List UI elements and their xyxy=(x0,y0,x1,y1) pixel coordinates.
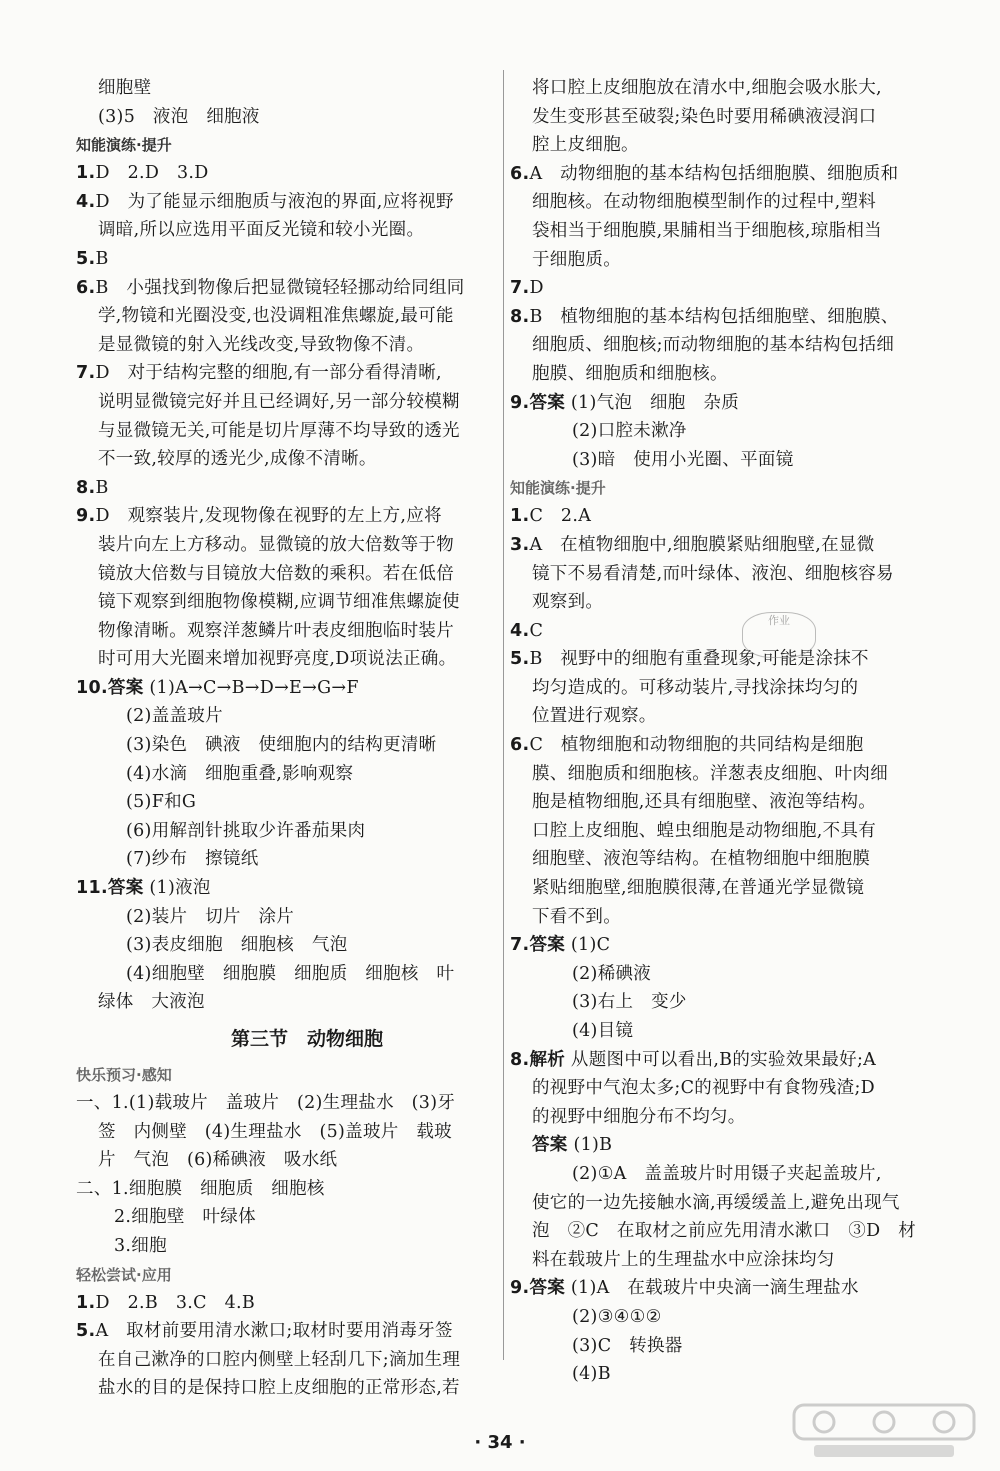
answer-line xyxy=(510,417,932,446)
column-divider xyxy=(503,70,504,1360)
question-number: 5. xyxy=(76,248,96,269)
answer-text: (4)B xyxy=(572,1364,611,1385)
question-number: 9. xyxy=(76,506,96,527)
answer-text: 片 气泡 (6)稀碘液 吸水纸 xyxy=(98,1150,338,1171)
answer-line xyxy=(76,931,498,960)
answer-text: C 植物细胞和动物细胞的共同结构是细胞 xyxy=(529,735,864,756)
answer-line xyxy=(510,960,932,989)
answer-text: D 2.B 3.C 4.B xyxy=(95,1292,256,1313)
answer-text: 膜、细胞质和细胞核。洋葱表皮细胞、叶肉细 xyxy=(532,763,888,784)
answer-text: (3)C 转换器 xyxy=(572,1335,683,1356)
answer-line xyxy=(510,1303,932,1332)
answer-line xyxy=(510,1217,932,1246)
question-number: 10. xyxy=(76,677,108,698)
question-number: 5. xyxy=(76,1321,96,1342)
section-heading: 知能演练·提升 xyxy=(76,136,172,155)
question-number: 7. xyxy=(76,363,96,384)
answer-text: D 为了能显示细胞质与液泡的界面,应将视野 xyxy=(95,191,454,212)
answer-line xyxy=(510,502,932,531)
answer-text: (2)①A 盖盖玻片时用镊子夹起盖玻片, xyxy=(572,1163,882,1184)
question-number: 6. xyxy=(510,163,530,184)
answer-line xyxy=(76,702,498,731)
answer-text: (2)稀碘液 xyxy=(572,963,652,984)
answer-line xyxy=(510,588,932,617)
answer-text: C 2.A xyxy=(529,506,592,527)
answer-line xyxy=(76,388,498,417)
answer-text: B 植物细胞的基本结构包括细胞壁、细胞膜、 xyxy=(529,306,899,327)
answer-text: 不一致,较厚的透光少,成像不清晰。 xyxy=(98,449,377,470)
answer-line xyxy=(510,674,932,703)
answer-line xyxy=(510,931,932,960)
answer-text: (3)表皮细胞 细胞核 气泡 xyxy=(126,935,348,956)
question-number: 8. xyxy=(76,477,96,498)
section-heading: 快乐预习·感知 xyxy=(76,1066,172,1084)
answer-text: (2)③④①② xyxy=(572,1306,662,1327)
answer-text: 的视野中细胞分布不均匀。 xyxy=(532,1106,746,1127)
question-number: 4. xyxy=(510,620,530,641)
question-number: 5. xyxy=(510,649,530,670)
answer-line xyxy=(510,1189,932,1218)
answer-line xyxy=(76,1146,498,1175)
answer-line xyxy=(510,702,932,731)
answer-text: 下看不到。 xyxy=(532,906,621,927)
answer-text: (1)B xyxy=(573,1135,613,1156)
answer-line xyxy=(76,417,498,446)
answer-text: 将口腔上皮细胞放在清水中,细胞会吸水胀大, xyxy=(532,78,882,98)
answer-text: 口腔上皮细胞、蝗虫细胞是动物细胞,不具有 xyxy=(532,820,877,841)
page-number: · 34 · xyxy=(474,1432,526,1453)
answer-line xyxy=(76,531,498,560)
question-number: 9. xyxy=(510,392,530,413)
answer-text: 二、1.细胞膜 细胞质 细胞核 xyxy=(76,1178,325,1199)
answer-line xyxy=(76,474,498,503)
answer-line xyxy=(76,359,498,388)
answer-line xyxy=(76,645,498,674)
answer-text: (5)F和G xyxy=(126,792,197,813)
answer-line xyxy=(510,760,932,789)
chapter-title: 第三节 动物细胞 xyxy=(230,1028,383,1050)
answer-text: (3)暗 使用小光圈、平面镜 xyxy=(572,449,794,470)
answer-text: 于细胞质。 xyxy=(532,249,621,270)
answer-line xyxy=(76,1118,498,1147)
answer-line xyxy=(76,560,498,589)
answer-line xyxy=(510,731,932,760)
answer-line xyxy=(76,845,498,874)
answer-line xyxy=(76,103,498,132)
answer-text: 使它的一边先接触水滴,再缓缓盖上,避免出现气 xyxy=(532,1192,900,1213)
answer-label: 答案 xyxy=(107,677,144,698)
answer-text: (6)用解剖针挑取少许番茄果肉 xyxy=(126,820,366,841)
answer-line xyxy=(510,617,932,646)
answer-line xyxy=(510,560,932,589)
answer-line xyxy=(76,274,498,303)
answer-line xyxy=(76,817,498,846)
answer-text: B xyxy=(95,477,109,498)
left-column xyxy=(76,74,498,1403)
answer-line xyxy=(76,159,498,188)
answer-line xyxy=(510,1274,932,1303)
answer-line xyxy=(510,874,932,903)
answer-label: 答案 xyxy=(529,935,566,956)
answer-text: 细胞壁 xyxy=(98,78,152,98)
answer-line xyxy=(76,903,498,932)
answer-label: 解析 xyxy=(529,1049,566,1070)
answer-text: (2)盖盖玻片 xyxy=(126,706,223,727)
answer-label: 答案 xyxy=(107,878,144,899)
question-number: 9. xyxy=(510,1278,530,1299)
answer-line xyxy=(510,645,932,674)
answer-text: 泡 ②C 在取材之前应先用清水漱口 ③D 材 xyxy=(532,1221,917,1242)
answer-line xyxy=(510,1103,932,1132)
answer-text: 说明显微镜完好并且已经调好,另一部分较模糊 xyxy=(98,391,460,412)
question-number: 1. xyxy=(76,163,96,184)
answer-line xyxy=(76,1089,498,1118)
question-number: 1. xyxy=(510,506,530,527)
answer-text: (1)液泡 xyxy=(149,878,211,899)
answer-text: C xyxy=(529,620,544,641)
answer-line xyxy=(510,1046,932,1075)
answer-label: 答案 xyxy=(529,392,566,413)
answer-text: A 取材前要用清水漱口;取材时要用消毒牙签 xyxy=(95,1321,453,1342)
answer-line xyxy=(76,788,498,817)
answer-text: 细胞壁、液泡等结构。在植物细胞中细胞膜 xyxy=(532,849,871,870)
answer-text: 袋相当于细胞膜,果脯相当于细胞核,琼脂相当 xyxy=(532,220,882,241)
answer-line xyxy=(510,1160,932,1189)
answer-text: (3)染色 碘液 使细胞内的结构更清晰 xyxy=(126,735,437,756)
answer-text: 装片向左上方移动。显微镜的放大倍数等于物 xyxy=(98,534,454,555)
answer-line xyxy=(76,988,498,1017)
answer-text: A 动物细胞的基本结构包括细胞膜、细胞质和 xyxy=(529,163,899,184)
answer-line xyxy=(76,1203,498,1232)
answer-text: 的视野中气泡太多;C的视野中有食物残渣;D xyxy=(532,1078,876,1099)
answer-text: 3.细胞 xyxy=(114,1235,167,1256)
answer-text: 镜下不易看清楚,而叶绿体、液泡、细胞核容易 xyxy=(532,563,894,584)
homework-stamp xyxy=(742,612,816,658)
question-number: 1. xyxy=(76,1292,96,1313)
answer-text: B 小强找到物像后把显微镜轻轻挪动给同组同 xyxy=(95,277,465,298)
answer-text: (3)右上 变少 xyxy=(572,992,687,1013)
question-number: 3. xyxy=(510,534,530,555)
answer-line xyxy=(510,360,932,389)
answer-text: 绿体 大液泡 xyxy=(98,992,205,1013)
answer-line xyxy=(510,1360,932,1389)
answer-line xyxy=(510,1246,932,1275)
answer-line xyxy=(510,531,932,560)
stamp-text: 作业 xyxy=(768,614,790,627)
answer-line xyxy=(510,988,932,1017)
answer-text: (1)A 在载玻片中央滴一滴生理盐水 xyxy=(570,1278,859,1299)
answer-text: 细胞核。在动物细胞模型制作的过程中,塑料 xyxy=(532,192,877,213)
answer-text: 料在载玻片上的生理盐水中应涂抹均匀 xyxy=(532,1249,835,1270)
answer-line xyxy=(76,731,498,760)
watermark-logo xyxy=(784,1401,984,1461)
answer-line xyxy=(510,1074,932,1103)
answer-text: B xyxy=(95,248,109,269)
answer-text: 物像清晰。观察洋葱鳞片叶表皮细胞临时装片 xyxy=(98,620,454,641)
answer-line xyxy=(510,131,932,160)
answer-line xyxy=(76,331,498,360)
answer-line xyxy=(510,903,932,932)
answer-line xyxy=(510,389,932,418)
answer-text: 胞是植物细胞,还具有细胞壁、液泡等结构。 xyxy=(532,792,877,813)
answer-line xyxy=(76,1374,498,1403)
answer-line xyxy=(510,303,932,332)
answer-line xyxy=(510,788,932,817)
question-number: 6. xyxy=(510,735,530,756)
answer-text: (1)A→C→B→D→E→G→F xyxy=(149,677,359,698)
answer-text: 镜放大倍数与目镜放大倍数的乘积。若在低倍 xyxy=(98,563,454,584)
answer-line xyxy=(510,845,932,874)
answer-line xyxy=(510,446,932,475)
answer-text: D 观察装片,发现物像在视野的左上方,应将 xyxy=(95,506,442,527)
answer-text: 2.细胞壁 叶绿体 xyxy=(114,1207,256,1228)
answer-line xyxy=(76,188,498,217)
answer-line xyxy=(510,274,932,303)
answer-text: (3)5 液泡 细胞液 xyxy=(98,106,260,127)
answer-line xyxy=(510,817,932,846)
answer-line xyxy=(76,760,498,789)
answer-text: 镜下观察到细胞物像模糊,应调节细准焦螺旋使 xyxy=(98,592,460,613)
answer-text: A 在植物细胞中,细胞膜紧贴细胞壁,在显微 xyxy=(529,534,875,555)
answer-text: D xyxy=(529,278,544,299)
answer-text: 发生变形甚至破裂;染色时要用稀碘液浸润口 xyxy=(532,106,877,127)
answer-text: 盐水的目的是保持口腔上皮细胞的正常形态,若 xyxy=(98,1378,460,1399)
question-number: 7. xyxy=(510,935,530,956)
answer-text: 观察到。 xyxy=(532,592,604,613)
answer-line xyxy=(76,1317,498,1346)
answer-text: D 2.D 3.D xyxy=(95,163,209,184)
answer-line xyxy=(510,74,932,103)
answer-text: 时可用大光圈来增加视野亮度,D项说法正确。 xyxy=(98,649,457,670)
answer-line xyxy=(510,160,932,189)
answer-text: 是显微镜的射入光线改变,导致物像不清。 xyxy=(98,334,425,355)
answer-line xyxy=(510,188,932,217)
answer-text: 从题图中可以看出,B的实验效果最好;A xyxy=(570,1049,877,1070)
section-heading: 知能演练·提升 xyxy=(510,479,606,498)
answer-line xyxy=(510,1017,932,1046)
answer-text: D 对于结构完整的细胞,有一部分看得清晰, xyxy=(95,363,442,384)
answer-line xyxy=(76,216,498,245)
answer-line xyxy=(76,874,498,903)
answer-line xyxy=(76,1175,498,1204)
answer-text: 紧贴细胞壁,细胞膜很薄,在普通光学显微镜 xyxy=(532,878,865,899)
answer-label: 答案 xyxy=(529,1278,566,1299)
answer-line xyxy=(76,74,498,103)
answer-line xyxy=(510,1131,932,1160)
question-number: 6. xyxy=(76,277,96,298)
answer-text: B 视野中的细胞有重叠现象,可能是涂抹不 xyxy=(529,649,869,670)
answer-line xyxy=(510,217,932,246)
question-number: 8. xyxy=(510,1049,530,1070)
answer-text: 胞膜、细胞质和细胞核。 xyxy=(532,363,728,384)
answer-text: 位置进行观察。 xyxy=(532,706,657,727)
answer-text: (7)纱布 擦镜纸 xyxy=(126,849,259,870)
answer-text: 细胞质、细胞核;而动物细胞的基本结构包括细 xyxy=(532,335,895,356)
answer-line xyxy=(76,1232,498,1261)
answer-text: 学,物镜和光圈没变,也没调粗准焦螺旋,最可能 xyxy=(98,306,454,327)
answer-text: 在自己漱净的口腔内侧壁上轻刮几下;滴加生理 xyxy=(98,1349,461,1370)
question-number: 11. xyxy=(76,878,108,899)
question-number: 7. xyxy=(510,278,530,299)
answer-text: 与显微镜无关,可能是切片厚薄不均导致的透光 xyxy=(98,420,460,441)
answer-text: 调暗,所以应选用平面反光镜和较小光圈。 xyxy=(98,220,425,241)
answer-line xyxy=(76,302,498,331)
answer-text: (4)细胞壁 细胞膜 细胞质 细胞核 叶 xyxy=(126,963,455,984)
answer-line xyxy=(76,960,498,989)
answer-line xyxy=(510,246,932,275)
answer-line xyxy=(76,1346,498,1375)
question-number: 8. xyxy=(510,306,530,327)
answer-text: 签 内侧壁 (4)生理盐水 (5)盖玻片 载玻 xyxy=(98,1121,452,1142)
answer-line xyxy=(76,1289,498,1318)
answer-line xyxy=(510,1332,932,1361)
answer-text: 一、1.(1)载玻片 盖玻片 (2)生理盐水 (3)牙 xyxy=(76,1093,456,1113)
right-column xyxy=(510,74,932,1389)
answer-text: (4)水滴 细胞重叠,影响观察 xyxy=(126,763,354,784)
answer-text: (1)C xyxy=(570,935,611,956)
answer-line xyxy=(76,588,498,617)
section-heading: 轻松尝试·应用 xyxy=(76,1265,172,1284)
answer-line xyxy=(76,245,498,274)
answer-line xyxy=(510,331,932,360)
answer-label: 答案 xyxy=(532,1135,568,1156)
answer-line xyxy=(76,674,498,703)
answer-text: 腔上皮细胞。 xyxy=(532,135,639,156)
answer-text: (1)气泡 细胞 杂质 xyxy=(570,392,740,413)
answer-line xyxy=(76,502,498,531)
answer-text: (4)目镜 xyxy=(572,1021,634,1041)
answer-text: 均匀造成的。可移动装片,寻找涂抹均匀的 xyxy=(532,677,859,698)
answer-line xyxy=(76,617,498,646)
answer-text: (2)装片 切片 涂片 xyxy=(126,906,295,927)
answer-text: (2)口腔未漱净 xyxy=(572,421,687,442)
answer-line xyxy=(510,103,932,132)
question-number: 4. xyxy=(76,191,96,212)
answer-line xyxy=(76,445,498,474)
